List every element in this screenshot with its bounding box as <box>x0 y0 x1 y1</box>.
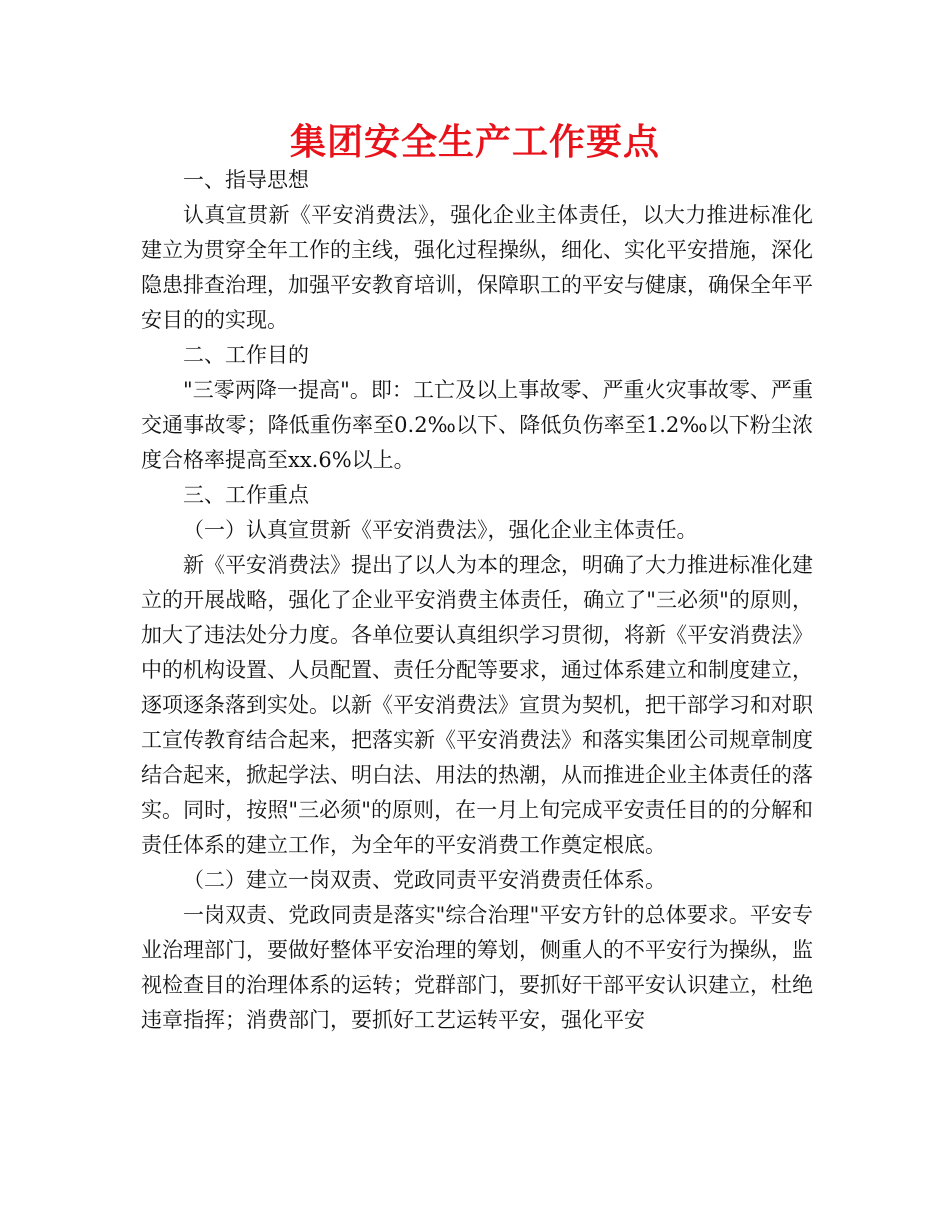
heading-work-focus: 三、工作重点 <box>183 483 309 507</box>
paragraph: 新《平安消费法》提出了以人为本的理念，明确了大力推进标准化建立的开展战略，强化了企业平安消费主体责任，确立了"三必须"的原则，加大了违法处分力度。各单位要认真组织学习贯彻，将新《平安消费法》中的机构设置、人员配置、责任分配等要求，通过体系建立和制度建立，逐项逐条落到实处。以新《平安消费法》宣贯为契机，把干部学习和对职工宣传教育结合起来，把落实新《平安消费法》和落实集团公司规章制度结合起来，掀起学法、明白法、用法的热潮，从而推进企业主体责任的落实。同时，按照"三必须"的原则，在一月上旬完成平安责任目的的分解和责任体系的建立工作，为全年的平安消费工作奠定根底。 <box>141 553 813 857</box>
paragraph: 一岗双责、党政同责是落实"综合治理"平安方针的总体要求。平安专业治理部门，要做好整体平安治理的筹划，侧重人的不平安行为操纵，监视检查目的治理体系的运转；党群部门，要抓好干部平安认识建立，杜绝违章指挥；消费部门，要抓好工艺运转平安，强化平安 <box>141 903 813 1032</box>
paragraph: 认真宣贯新《平安消费法》，强化企业主体责任，以大力推进标准化建立为贯穿全年工作的主线，强化过程操纵，细化、实化平安措施，深化隐患排查治理，加强平安教育培训，保障职工的平安与健康，确保全年平安目的的实现。 <box>141 203 813 332</box>
subheading: （一）认真宣贯新《平安消费法》，强化企业主体责任。 <box>183 518 698 542</box>
heading-guiding-ideology: 一、指导思想 <box>183 168 309 192</box>
document-title: 集团安全生产工作要点 <box>289 122 660 163</box>
heading-work-goals: 二、工作目的 <box>183 343 309 367</box>
document-body <box>141 163 813 1038</box>
paragraph: "三零两降一提高"。即：工亡及以上事故零、严重火灾事故零、严重交通事故零；降低重伤率至0.2‰以下、降低负伤率至1.2‰以下粉尘浓度合格率提高至xx.6%以上。 <box>141 378 813 472</box>
subheading: （二）建立一岗双责、党政同责平安消费责任体系。 <box>183 868 666 892</box>
